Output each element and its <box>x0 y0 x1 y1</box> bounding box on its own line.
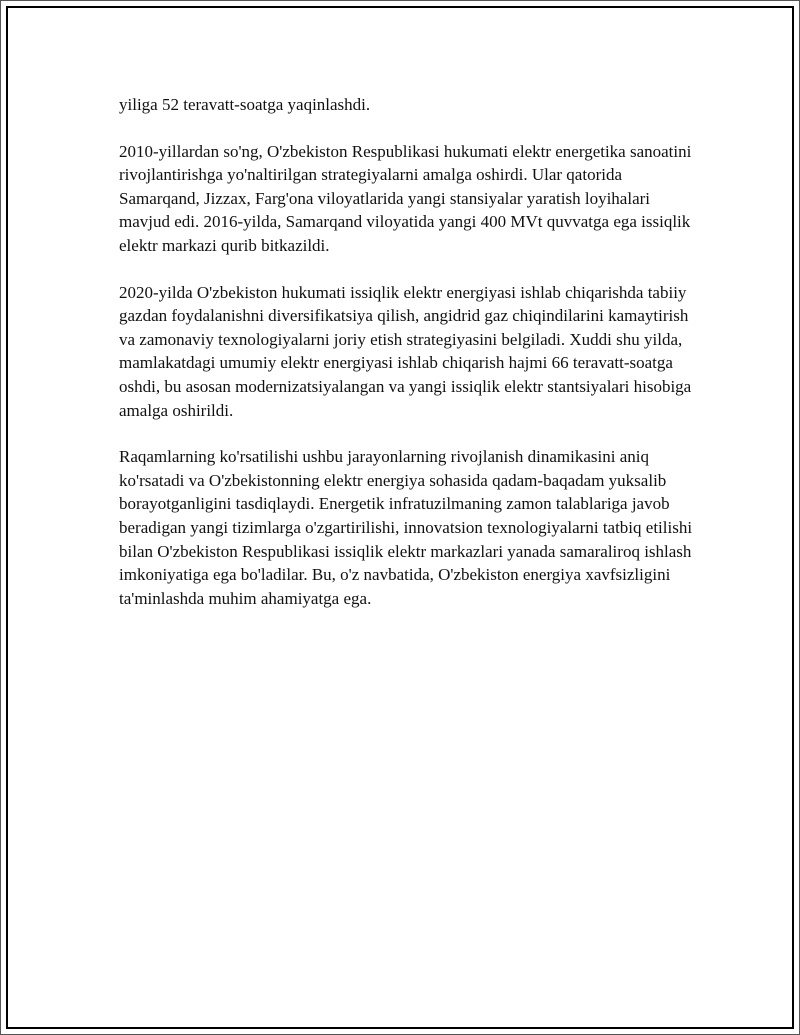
paragraph-2020-strategy: 2020-yilda O'zbekiston hukumati issiqlik elektr energiyasi ishlab chiqarishda tabiiy gazdan foydalanishni diversifikatsiya qilish, angidrid gaz chiqindilarini kamaytirish va zamonaviy texnologiyalarni joriy etish strategiyasini belgiladi. Xuddi shu yilda, mamlakatdagi umumiy elektr energiyasi ishlab chiqarish hajmi 66 teravatt-soatga oshdi, bu asosan modernizatsiyalangan va yangi issiqlik elektr stantsiyalari hisobiga amalga oshirildi. <box>119 282 692 420</box>
paragraph-conclusion: Raqamlarning ko'rsatilishi ushbu jarayonlarning rivojlanish dinamikasini aniq ko'rsatadi va O'zbekistonning elektr energiya sohasida qadam-baqadam yuksalib borayotganligini tasdiqlaydi. Energetik infratuzilmaning zamon talablariga javob beradigan yangi tizimlarga o'zgartirilishi, innovatsion texnologiyalarni tatbiq etilishi bilan O'zbekiston Respublikasi issiqlik elektr markazlari yanada samaraliroq ishlash imkoniyatiga ega bo'ladilar. Bu, o'z navbatida, O'zbekiston energiya xavfsizligini ta'minlashda muhim ahamiyatga ega. <box>119 447 693 608</box>
document-body <box>119 93 694 633</box>
paragraph-continuation: yiliga 52 teravatt-soatga yaqinlashdi. <box>119 95 371 114</box>
paragraph-2010s-strategy: 2010-yillardan so'ng, O'zbekiston Respublikasi hukumati elektr energetika sanoatini rivojlantirishga yo'naltirilgan strategiyalarni amalga oshirdi. Ular qatorida Samarqand, Jizzax, Farg'ona viloyatlarida yangi stansiyalar yaratish loyihalari mavjud edi. 2016-yilda, Samarqand viloyatida yangi 400 MVt quvvatga ega issiqlik elektr markazi qurib bitkazildi. <box>119 141 692 255</box>
